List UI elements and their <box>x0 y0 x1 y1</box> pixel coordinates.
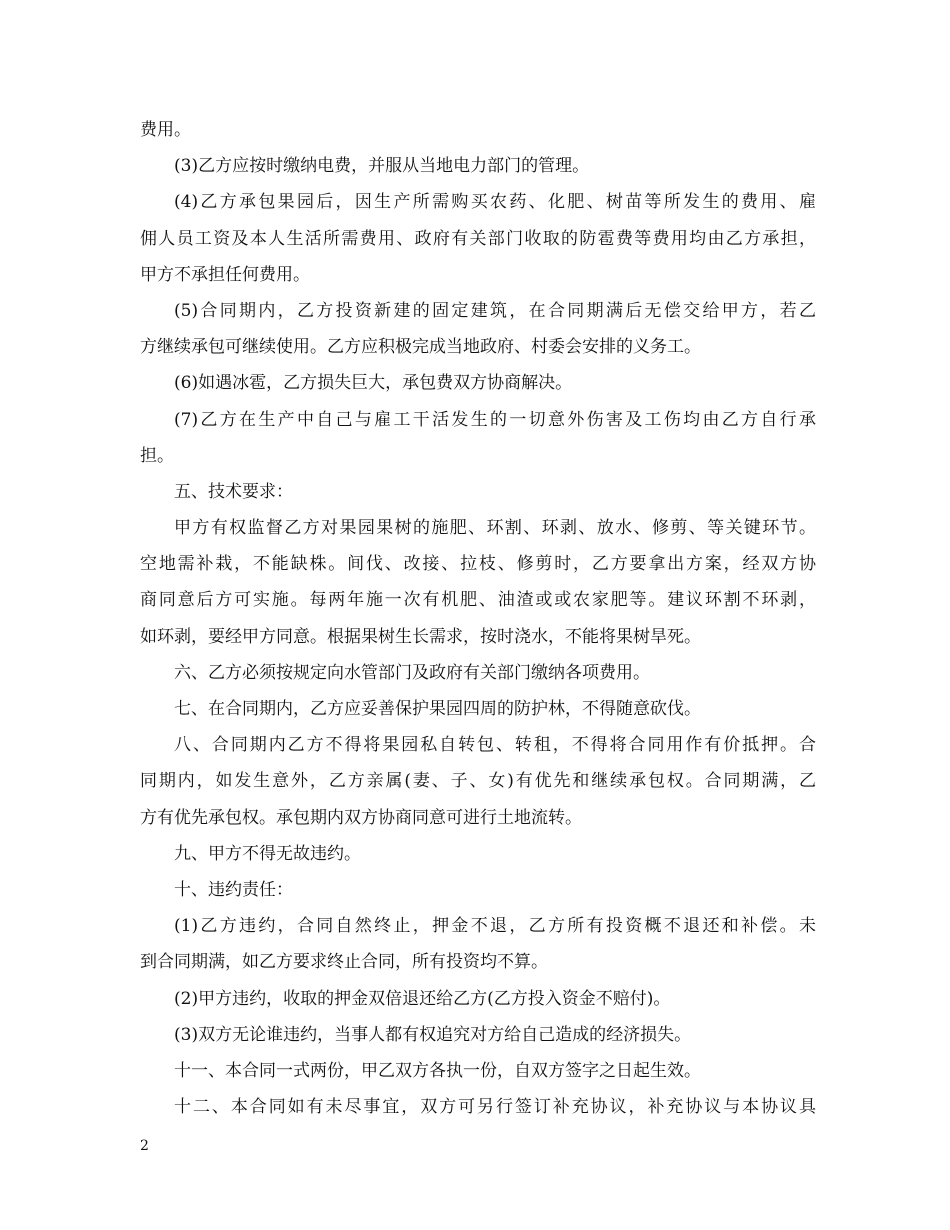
text-line: 费用。 <box>140 120 191 140</box>
text-line: 佣人员工资及本人生活所需费用、政府有关部门收取的防雹费等费用均由乙方承担， <box>140 228 816 249</box>
document-body <box>140 112 816 1125</box>
page-number: 2 <box>140 1138 149 1154</box>
text-line: 七、在合同期内，乙方应妥善保护果园四周的防护林，不得随意砍伐。 <box>174 699 701 719</box>
text-line: 同期内，如发生意外，乙方亲属(妻、子、女)有优先和继续承包权。合同期满，乙 <box>140 771 816 792</box>
text-line: 甲方有权监督乙方对果园果树的施肥、环割、环剥、放水、修剪、等关键环节。 <box>174 518 816 539</box>
text-line: (6)如遇冰雹，乙方损失巨大，承包费双方协商解决。 <box>174 373 573 394</box>
text-line: 十二、本合同如有未尽事宜，双方可另行签订补充协议，补充协议与本协议具 <box>174 1097 816 1118</box>
text-line: 八、合同期内乙方不得将果园私自转包、转租，不得将合同用作有价抵押。合 <box>174 735 816 756</box>
text-line: 十、违约责任： <box>174 879 293 900</box>
text-line: 九、甲方不得无故违约。 <box>174 843 361 864</box>
text-line: 方继续承包可继续使用。乙方应积极完成当地政府、村委会安排的义务工。 <box>140 337 701 358</box>
text-line: (2)甲方违约，收取的押金双倍退还给乙方(乙方投入资金不赔付)。 <box>174 988 671 1009</box>
text-line: 五、技术要求： <box>174 481 293 502</box>
text-line: 甲方不承担任何费用。 <box>140 264 310 285</box>
text-line: (4)乙方承包果园后，因生产所需购买农药、化肥、树苗等所发生的费用、雇 <box>174 192 816 213</box>
text-line: 空地需补栽，不能缺株。间伐、改接、拉枝、修剪时，乙方要拿出方案，经双方协 <box>140 554 816 575</box>
text-line: 担。 <box>140 445 174 466</box>
text-line: 六、乙方必须按规定向水管部门及政府有关部门缴纳各项费用。 <box>174 662 650 683</box>
text-line: 如环剥，要经甲方同意。根据果树生长需求，按时浇水，不能将果树旱死。 <box>140 626 701 647</box>
text-line: (3)双方无论谁违约，当事人都有权追究对方给自己造成的经济损失。 <box>174 1024 692 1045</box>
text-line: 到合同期满，如乙方要求终止合同，所有投资均不算。 <box>140 952 548 973</box>
text-line: 方有优先承包权。承包期内双方协商同意可进行土地流转。 <box>140 807 582 828</box>
text-line: 商同意后方可实施。每两年施一次有机肥、油渣或或农家肥等。建议环割不环剥， <box>140 590 816 611</box>
text-line: (3)乙方应按时缴纳电费，并服从当地电力部门的管理。 <box>174 156 590 177</box>
text-line: (5)合同期内，乙方投资新建的固定建筑，在合同期满后无偿交给甲方，若乙 <box>174 300 816 321</box>
text-line: (7)乙方在生产中自己与雇工干活发生的一切意外伤害及工伤均由乙方自行承 <box>174 409 816 430</box>
text-line: (1)乙方违约，合同自然终止，押金不退，乙方所有投资概不退还和补偿。未 <box>174 916 816 937</box>
text-line: 十一、本合同一式两份，甲乙双方各执一份，自双方签字之日起生效。 <box>174 1060 701 1081</box>
